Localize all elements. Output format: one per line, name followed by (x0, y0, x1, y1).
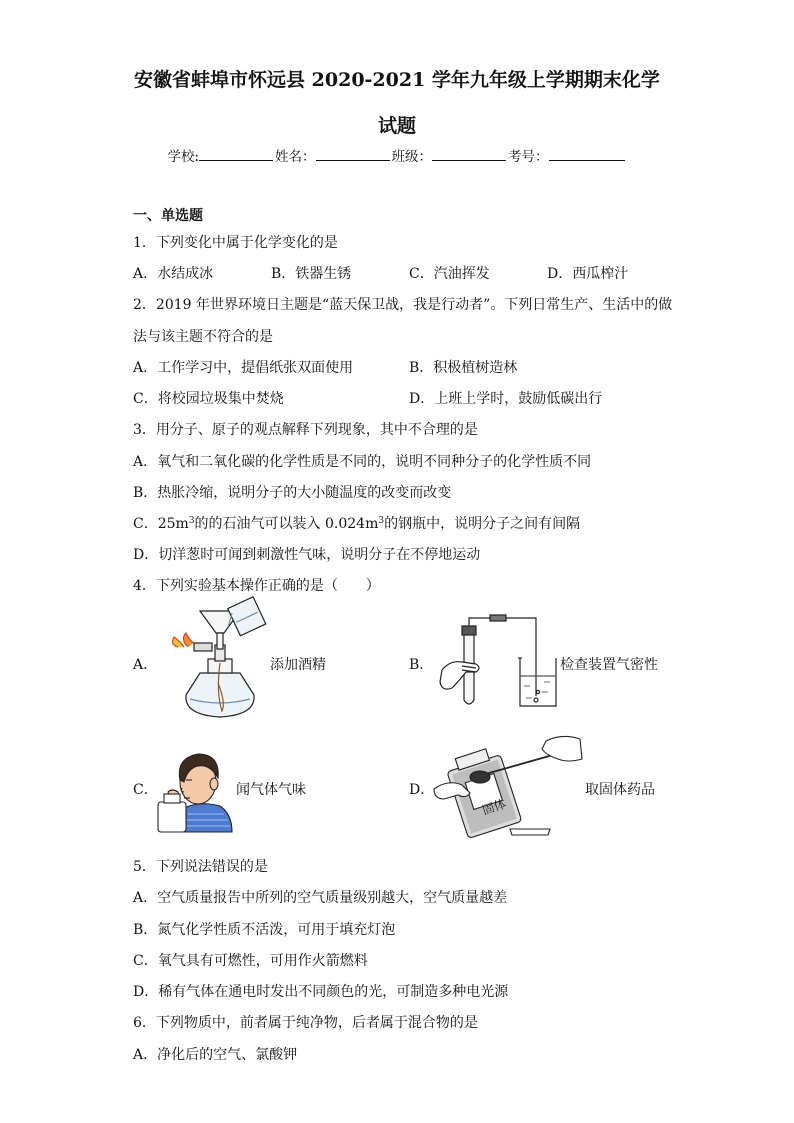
check-airtightness-figure (432, 612, 562, 708)
section-heading: 一、单选题 (133, 208, 203, 224)
q4-option-c: C． (133, 782, 158, 798)
q1-option-a: A．水结成冰 (133, 266, 214, 282)
q6-option-a: A．净化后的空气、氯酸钾 (133, 1047, 298, 1063)
q1-option-c: C．汽油挥发 (409, 266, 490, 282)
q1-option-b: B．铁器生锈 (271, 266, 352, 282)
q3-option-d: D．切洋葱时可闻到刺激性气味，说明分子在不停地运动 (133, 547, 481, 563)
q3-option-a: A．氧气和二氧化碳的化学性质是不同的，说明不同种分子的化学性质不同 (133, 454, 592, 470)
student-info-row (0, 146, 794, 166)
q3-stem: 3．用分子、原子的观点解释下列现象，其中不合理的是 (133, 422, 478, 438)
q2-option-c: C．将校园垃圾集中焚烧 (133, 391, 284, 407)
school-label: 学校: (167, 149, 200, 165)
q4-option-b-label: 检查装置气密性 (560, 657, 658, 673)
q4-option-b: B． (409, 657, 434, 673)
q6-stem: 6．下列物质中，前者属于纯净物，后者属于混合物的是 (133, 1015, 478, 1031)
class-label: 班级： (391, 149, 433, 165)
name-label: 姓名： (275, 149, 316, 165)
q4-stem: 4．下列实验基本操作正确的是（ ） (133, 578, 380, 594)
name-blank (316, 146, 390, 161)
q2-option-a: A．工作学习中，提倡纸张双面使用 (133, 360, 354, 376)
q2-option-b: B．积极植树造林 (409, 360, 518, 376)
q4-option-a-label: 添加酒精 (270, 657, 326, 673)
q5-option-b: B．氮气化学性质不活泼，可用于填充灯泡 (133, 922, 396, 938)
add-alcohol-lamp-figure (160, 603, 270, 723)
q4-option-d: D． (409, 782, 435, 798)
q4-option-a: A． (133, 657, 158, 673)
q5-stem: 5．下列说法错误的是 (133, 859, 268, 875)
q5-option-a: A．空气质量报告中所列的空气质量级别越大，空气质量越差 (133, 890, 508, 906)
exam-number-blank (549, 146, 625, 161)
exam-number-label: 考号： (508, 149, 549, 165)
school-blank (199, 146, 273, 161)
q1-stem: 1．下列变化中属于化学变化的是 (133, 235, 338, 251)
q5-option-c: C．氧气具有可燃性，可用作火箭燃料 (133, 953, 368, 969)
exam-title-line1: 安徽省蚌埠市怀远县 2020-2021 学年九年级上学期期末化学 (134, 69, 660, 91)
q4-option-c-label: 闻气体气味 (236, 782, 306, 798)
smell-gas-figure (158, 740, 234, 832)
q3-option-b: B．热胀冷缩，说明分子的大小随温度的改变而改变 (133, 485, 452, 501)
q5-option-d: D．稀有气体在通电时发出不同颜色的光，可制造多种电光源 (133, 984, 509, 1000)
q3-option-c: C．$25m^3$的的石油气可以装入 $0.024m^3$的钢瓶中，说明分子之间有间隔 (133, 516, 581, 532)
q4-option-d-label: 取固体药品 (585, 782, 655, 798)
class-blank (432, 146, 506, 161)
exam-title-line2: 试题 (377, 115, 416, 137)
q2-stem-line2: 法与该主题不符合的是 (133, 329, 273, 345)
q2-option-d: D．上班上学时，鼓励低碳出行 (409, 391, 603, 407)
q1-option-d: D．西瓜榨汁 (547, 266, 629, 282)
reagent-bottle-label: 固体 (480, 796, 508, 818)
q2-stem-line1: 2．2019 年世界环境日主题是“蓝天保卫战，我是行动者”。下列日常生产、生活中的做 (133, 297, 673, 313)
take-solid-reagent-figure (430, 733, 586, 837)
